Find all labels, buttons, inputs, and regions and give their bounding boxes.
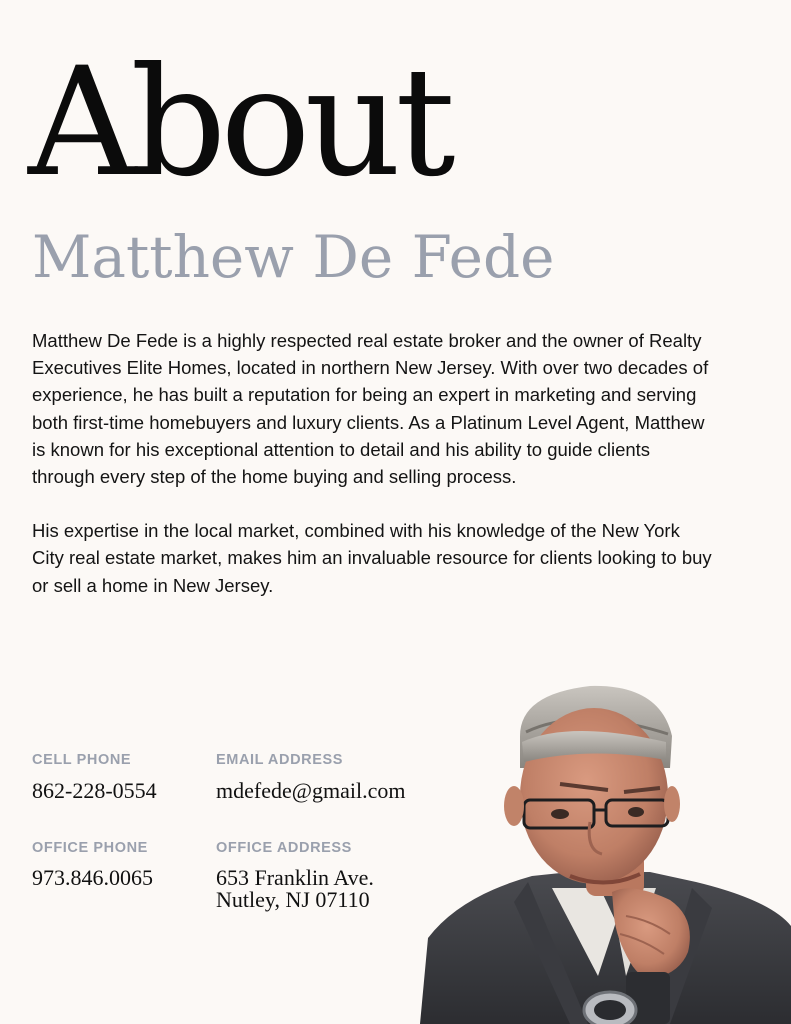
email-label: EMAIL ADDRESS — [216, 752, 344, 768]
agent-photo — [420, 676, 791, 1024]
office-address-line2: Nutley, NJ 07110 — [216, 887, 370, 912]
bio-paragraph: His expertise in the local market, combined with his knowledge of the New York City real estate market, makes him an invaluable resource for clients looking to buy or sell a home in New Jersey. — [32, 520, 712, 596]
office-phone-label: OFFICE PHONE — [32, 840, 148, 856]
office-address-line1: 653 Franklin Ave. — [216, 865, 374, 890]
cell-phone-label: CELL PHONE — [32, 752, 132, 768]
email-value[interactable]: mdefede@gmail.com — [216, 778, 406, 803]
office-phone-value[interactable]: 973.846.0065 — [32, 865, 153, 890]
agent-name: Matthew De Fede — [32, 223, 555, 291]
cell-phone-value[interactable]: 862-228-0554 — [32, 778, 157, 803]
office-address-label: OFFICE ADDRESS — [216, 840, 352, 856]
bio-paragraph: Matthew De Fede is a highly respected real estate broker and the owner of Realty Executives Elite Homes, located in northern New Jersey. With over two decades of experience, he has built a reputation for being an expert in marketing and serving both first-time homebuyers and luxury clients. As a Platinum Level Agent, Matthew is known for his exceptional attention to detail and his ability to guide clients through every step of the home buying and selling process. — [32, 330, 709, 488]
bio-section — [32, 327, 712, 626]
page-title: About — [28, 36, 450, 210]
